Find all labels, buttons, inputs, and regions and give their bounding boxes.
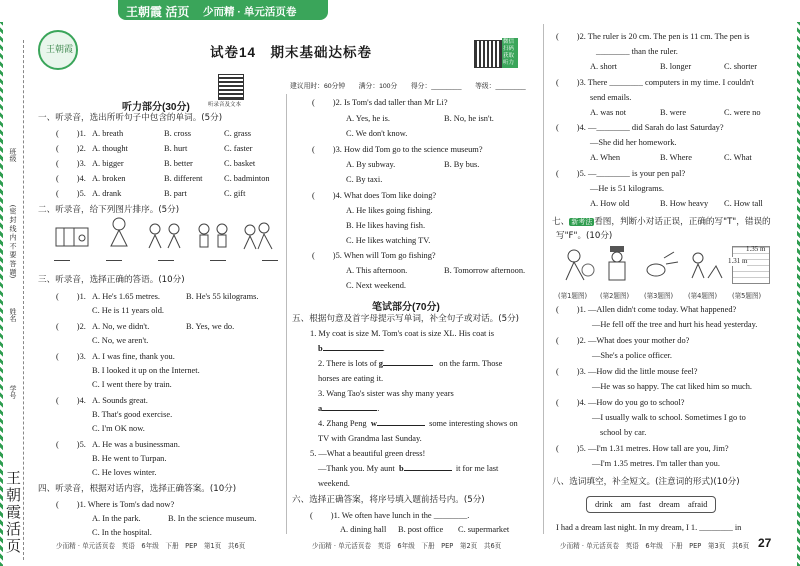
s1-q5: ( )5. [56, 189, 86, 198]
girl-picture [106, 216, 132, 250]
s3-q2-a: A. No, we didn't. [92, 322, 150, 331]
section-2-title: 二、听录音，给下列图片排序。(5分) [38, 205, 180, 215]
s6-q1: ( )1. We often have lunch in the ________. [310, 511, 470, 520]
word-2: am [620, 500, 631, 509]
word-3: fast [638, 500, 652, 509]
section-1-title: 一、听录音，选出所听句子中包含的单词。(5分) [38, 113, 223, 123]
r-q2-b: B. longer [660, 62, 692, 71]
s6-q1-b: B. post office [398, 525, 444, 534]
r-q5-b: B. How heavy [660, 199, 709, 208]
family-picture [242, 222, 278, 250]
s3-q5-c: C. He loves winter. [92, 468, 157, 477]
s3-q5-a: A. He was a businessman. [92, 440, 180, 449]
m-q2-c: C. We don't know. [346, 129, 408, 138]
m-q5-b: B. Tomorrow afternoon. [444, 266, 526, 275]
s3-q4-a: A. Sounds great. [92, 396, 148, 405]
section-4-title: 四、听录音，根据对话内容，选择正确答案。(10分) [38, 484, 237, 494]
s3-q5: ( )5. [56, 440, 86, 449]
m-q5-c: C. Next weekend. [346, 281, 407, 290]
s1-q1: ( )1. [56, 129, 86, 138]
s1-q3-a: A. bigger [92, 159, 124, 168]
id-label: 学号 [9, 385, 17, 399]
r-q4-cont: —She did her homework. [590, 138, 677, 147]
section-6-title: 六、选择正确答案，将序号填入题前括号内。(5分) [292, 495, 485, 505]
s4-q1-c: C. In the hospital. [92, 528, 152, 537]
s5-2: 2. There is lots of g on the farm. Those [318, 359, 503, 368]
qr-scan-note: 微信扫码获取听力 [502, 38, 518, 68]
exam-meta: 建议用时：60分钟 满分：100分 得分：________ 等级：________ [290, 83, 526, 90]
s3-q4-c: C. I'm OK now. [92, 424, 145, 433]
s1-q1-b: B. cross [164, 129, 191, 138]
s3-q1-a: A. He's 1.65 metres. [92, 292, 161, 301]
class-label: 班级 [9, 148, 17, 162]
r-q4-c: C. What [724, 153, 752, 162]
word-4: dream [659, 500, 680, 509]
brand-vertical: 王 朝 霞 活 页 [6, 469, 22, 555]
s1-q2: ( )2. [56, 144, 86, 153]
s5-3: 3. Wang Tao's sister was shy many years [318, 389, 454, 398]
d3: ( )3. —How did the little mouse feel? [556, 367, 698, 376]
new-method-tag: 新考法 [571, 218, 593, 226]
s5-5-answer: —Thank you. My aunt b it for me last [318, 464, 499, 473]
r-q4: ( )4. —________ did Sarah do last Saturday? [556, 123, 724, 132]
m-q5: ( )5. When will Tom go fishing? [312, 251, 436, 260]
s3-q2-b: B. Yes, we do. [186, 322, 235, 331]
d4-reply-cont: school by car. [600, 428, 647, 437]
m-q3: ( )3. How did Tom go to the science museum? [312, 145, 483, 154]
r-q2-cont: ________ than the ruler. [596, 47, 678, 56]
s3-q3: ( )3. [56, 352, 86, 361]
r-q5-a: A. How old [590, 199, 630, 208]
m-q3-a: A. By subway. [346, 160, 396, 169]
word-5: afraid [687, 500, 708, 509]
pic5-measure-2: 1.31 m [728, 257, 748, 265]
r-q3-cont: send emails. [590, 93, 632, 102]
s7-pic-4 [688, 250, 724, 280]
d4: ( )4. —How do you go to school? [556, 398, 685, 407]
r-q3-a: A. was not [590, 108, 627, 117]
s1-q5-c: C. gift [224, 189, 246, 198]
r-q4-a: A. When [590, 153, 621, 162]
s5-5: 5. —What a beautiful green dress! [310, 449, 426, 458]
s3-q3-b: B. I looked it up on the Internet. [92, 366, 200, 375]
s1-q1-c: C. grass [224, 129, 251, 138]
s3-q3-a: A. I was fine, thank you. [92, 352, 175, 361]
paper-title: 试卷14 期末基础达标卷 [210, 45, 373, 60]
qr-code-icon[interactable] [474, 40, 502, 68]
s3-q1: ( )1. [56, 292, 86, 301]
s1-q5-b: B. part [164, 189, 187, 198]
m-q2: ( )2. Is Tom's dad taller than Mr Li? [312, 98, 448, 107]
s1-q4-c: C. badminton [224, 174, 270, 183]
s1-q3-c: C. basket [224, 159, 256, 168]
kids-picture [146, 222, 186, 250]
s1-q4: ( )4. [56, 174, 86, 183]
r-q3-c: C. were no [724, 108, 761, 117]
s3-q4-b: B. That's good exercise. [92, 410, 173, 419]
s6-q1-c: C. supermarket [458, 525, 510, 534]
s4-q1-a: A. In the park. [92, 514, 141, 523]
brand-title: 王朝霞 活页 [126, 5, 190, 19]
footer-page-2: 少而精 · 单元活页卷 英语 6年级 下册 PEP 第2页 共6页 [312, 542, 502, 550]
r-q5-c: C. How tall [724, 199, 763, 208]
s3-q1-b: B. He's 55 kilograms. [186, 292, 259, 301]
pic5-measure-1: 1.35 m [746, 245, 766, 253]
s5-5-cont: weekend. [318, 479, 350, 488]
r-q4-b: B. Where [660, 153, 692, 162]
s7-pic-3 [644, 248, 680, 280]
s5-4-cont: TV with Grandma last Sunday. [318, 434, 422, 443]
d3-reply: —He was so happy. The cat liked him so much. [592, 382, 753, 391]
r-q2-a: A. short [590, 62, 617, 71]
d5: ( )5. —I'm 1.31 metres. How tall are you, Jim? [556, 444, 729, 453]
s5-4: 4. Zhang Peng w some interesting shows on [318, 419, 518, 428]
s3-q2-c: C. No, we aren't. [92, 336, 149, 345]
d2: ( )2. —What does your mother do? [556, 336, 690, 345]
s1-q4-b: B. different [164, 174, 203, 183]
r-q5-cont: —He is 51 kilograms. [590, 184, 664, 193]
m-q5-a: A. This afternoon. [346, 266, 408, 275]
word-1: drink [595, 500, 613, 509]
d1: ( )1. —Allen didn't come today. What happened? [556, 305, 737, 314]
s3-q4: ( )4. [56, 396, 86, 405]
listening-title: 听力部分(30分) [122, 102, 190, 113]
section-3-title: 三、听录音，选择正确的答语。(10分) [38, 275, 185, 285]
s5-3-blank[interactable]: a . [318, 404, 380, 413]
s6-q1-a: A. dining hall [340, 525, 387, 534]
r-q3-b: B. were [660, 108, 687, 117]
d2-reply: —She's a police officer. [592, 351, 672, 360]
m-q2-b: B. No, he isn't. [444, 114, 494, 123]
bus-stop-picture [54, 220, 90, 250]
listening-qr-icon[interactable] [218, 74, 244, 100]
m-q3-b: B. By bus. [444, 160, 480, 169]
s5-2-cont: horses are eating it. [318, 374, 384, 383]
logo: 王朝霞 [38, 30, 78, 70]
pic-label-1: (第1题图) [558, 292, 588, 300]
s7-pic-1 [560, 246, 596, 282]
page-number: 27 [758, 536, 772, 550]
word-box [586, 496, 716, 513]
s2-answer-boxes[interactable] [54, 252, 278, 261]
binding-dashes [23, 40, 24, 560]
seal-line-note: (密 封 线 内 不 要 答 题) [9, 205, 17, 278]
written-title: 笔试部分(70分) [372, 302, 440, 313]
s5-2-letter: g [378, 359, 383, 368]
d5-reply: —I'm 1.35 metres. I'm taller than you. [592, 459, 720, 468]
d1-reply: —He fell off the tree and hurt his head yesterday. [592, 320, 758, 329]
s1-q2-a: A. thought [92, 144, 128, 153]
r-q2: ( )2. The ruler is 20 cm. The pen is 11 cm. The pen is [556, 32, 750, 41]
s1-q1-a: A. breath [92, 129, 124, 138]
name-label: 姓名 [9, 308, 17, 322]
s1-q2-b: B. hurt [164, 144, 188, 153]
m-q4-a: A. He likes going fishing. [346, 206, 433, 215]
s3-q3-c: C. I went there by train. [92, 380, 172, 389]
s1-q3: ( )3. [56, 159, 86, 168]
footer-page-1: 少而精 · 单元活页卷 英语 6年级 下册 PEP 第1页 共6页 [56, 542, 246, 550]
s1-q3-b: B. better [164, 159, 193, 168]
pic-label-2: (第2题图) [600, 292, 630, 300]
people-picture [196, 222, 232, 250]
s5-1: 1. My coat is size M. Tom's coat is size XL. His coat is [310, 329, 495, 338]
divider-2 [543, 24, 544, 534]
r-q2-c: C. shorter [724, 62, 758, 71]
m-q4: ( )4. What does Tom like doing? [312, 191, 437, 200]
footer-page-3: 少而精 · 单元活页卷 英语 6年级 下册 PEP 第3页 共6页 [560, 542, 750, 550]
s1-q5-a: A. drank [92, 189, 122, 198]
series-title: 少而精 · 单元活页卷 [203, 6, 297, 18]
listening-qr-label: 听录音及文本 [208, 102, 242, 108]
pic-label-5: (第5题图) [732, 292, 762, 300]
s3-q2: ( )2. [56, 322, 86, 331]
pic-label-4: (第4题图) [688, 292, 718, 300]
section-8-title: 八、选词填空，补全短文。(注意词的形式)(10分) [552, 477, 740, 487]
section-7-title: 七、 新考法 看图，判断小对话正误，正确的写"T"，错误的 [552, 217, 771, 227]
s1-q4-a: A. broken [92, 174, 126, 183]
r-q5: ( )5. —________ is your pen pal? [556, 169, 686, 178]
d4-reply: —I usually walk to school. Sometimes I go to [592, 413, 746, 422]
binding-margin [4, 40, 26, 566]
s3-q1-c: C. He is 11 years old. [92, 306, 165, 315]
divider-1 [286, 94, 287, 534]
s4-q1-b: B. In the science museum. [168, 514, 257, 523]
s3-q5-b: B. He went to Turpan. [92, 454, 167, 463]
s1-q2-c: C. faster [224, 144, 253, 153]
s4-q1: ( )1. Where is Tom's dad now? [56, 500, 175, 509]
left-border [0, 22, 3, 566]
r-q3: ( )3. There ________ computers in my time. I couldn't [556, 78, 754, 87]
m-q2-a: A. Yes, he is. [346, 114, 390, 123]
s5-5-letter: b [398, 464, 404, 473]
s5-1-blank[interactable]: b . [318, 344, 385, 353]
section-5-title: 五、根据句意及首字母提示写单词，补全句子或对话。(5分) [292, 314, 520, 324]
pic-label-3: (第3题图) [644, 292, 674, 300]
m-q4-c: C. He likes watching TV. [346, 236, 431, 245]
s7-pic-2 [602, 244, 632, 282]
section-7-title-cont: 写"F"。(10分) [556, 231, 613, 241]
s8-text: I had a dream last night. In my dream, I 1. ________ in [556, 523, 742, 532]
m-q4-b: B. He likes having fish. [346, 221, 426, 230]
s5-4-letter: w [370, 419, 377, 428]
m-q3-c: C. By taxi. [346, 175, 383, 184]
